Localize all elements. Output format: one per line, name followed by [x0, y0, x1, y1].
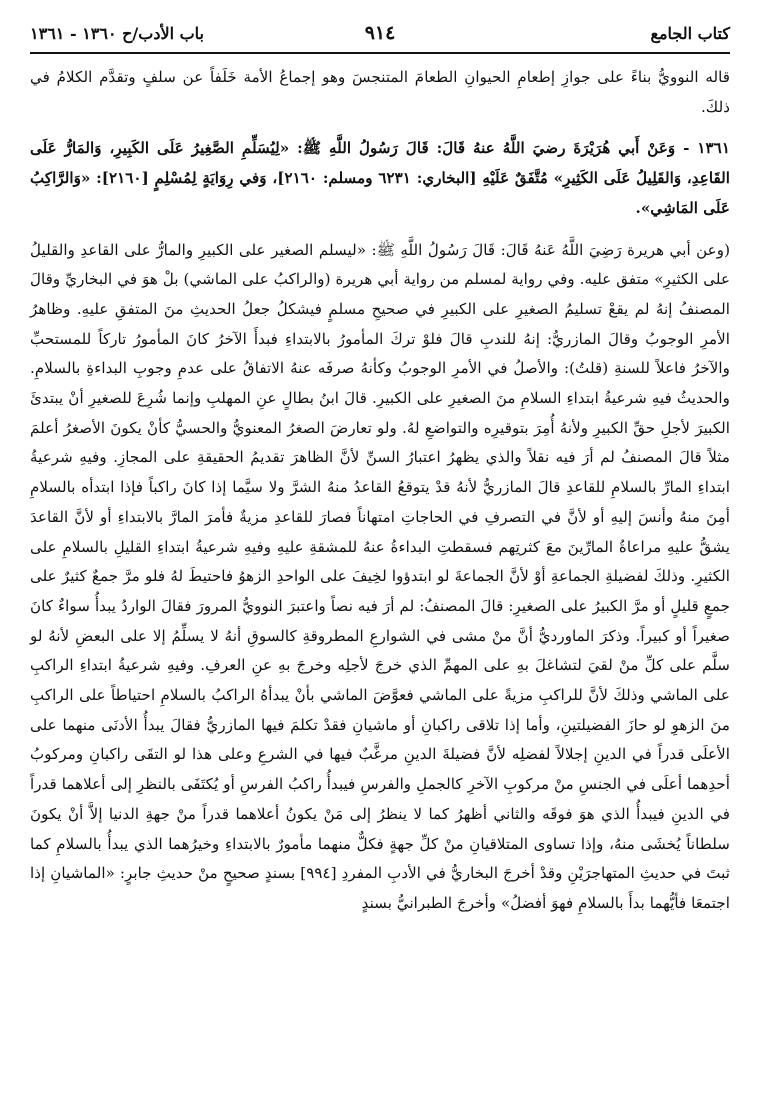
- chapter-reference: باب الأدب/ح ١٣٦٠ - ١٣٦١: [30, 24, 204, 43]
- page: [30, 18, 730, 919]
- commentary-paragraph: [30, 63, 730, 122]
- page-header: [30, 18, 730, 54]
- page-body: [30, 63, 730, 919]
- book-title: كتاب الجامع: [650, 24, 730, 43]
- hadith-number: ١٣٦١ -: [683, 139, 730, 158]
- commentary-paragraph: [30, 236, 730, 919]
- hadith-text: وَعَنْ أَبي هُرَيْرَةَ رضيَ اللَّهُ عنهُ قَالَ: قَالَ رَسُولُ اللَّهِ ﷺ: «لِيُسَلِّمِ الصَّغِيرُ عَلَى الكَبِيرِ، وَالمَارُّ عَلَى القَاعِدِ، وَالقَلِيلُ عَلَى الكَثِيرِ» مُتَّفَقٌ عَلَيْهِ [البخاري: ٦٢٣١ ومسلم: ٢١٦٠]، وَفي رِوَايَةٍ لِمُسْلِمٍ [٢١٦٠]: «وَالرَّاكِبُ عَلَى المَاشِي».: [30, 139, 730, 217]
- page-number: ٩١٤: [364, 22, 396, 44]
- hadith-paragraph: [30, 134, 730, 223]
- paragraph-text: (وعن أبي هريرة رَضِيَ اللَّهُ عَنهُ قَالَ: قَالَ رَسُولُ اللَّهِ ﷺ: «ليسلم الصغير على الكبيرِ والمارُّ على القاعدِ والقليلُ على الكثيرِ» متفق عليه. وفي رواية لمسلم من رواية أبي هريرة (والراكبُ على الماشي) بلْ هوَ في البخاريِّ وقالَ المصنفُ إنهُ لم يقعْ تسليمُ الصغيرِ على الكبيرِ في صحيحِ مسلمٍ فيشكلُ جعلُ الحديثِ منَ المتفقِ عليهِ. وظاهرُ الأمرِ الوجوبُ وقالَ المازريُّ: إنهُ للندبِ قالَ فلوْ تركَ المأمورُ بالابتداءِ فبدأَ الآخرُ كانَ المأمورُ تاركاً للمستحبِّ والآخرُ فاعلاً للسنةِ (قلتُ): والأصلُ في الأمرِ الوجوبُ وكأنهُ صرفَه عنهُ الاتفاقُ على عدمِ وجوبِ البداءةِ بالسلامِ. والحديثُ فيهِ شرعيةُ ابتداءِ السلامِ منَ الصغيرِ على الكبيرِ. قالَ ابنُ بطالٍ عنِ المهلبِ وإنما شُرِعَ للصغيرِ أنْ يبتدئَ الكبيرَ لأجلِ حقِّ الكبيرِ ولأنهُ أُمِرَ بتوقيرِه والتواضعِ لهُ. ولو تعارضَ الصغرُ المعنويُّ والحسيُّ كأنْ يكونَ الأصغرُ أعلمَ مثلاً قالَ المصنفُ لم أرَ فيه نقلاً والذي يظهرُ اعتبارُ السنِّ لأنَّ الظاهرَ تقديمُ الحقيقةِ على المجازِ. وفيهِ شرعيةُ ابتداءِ المارِّ بالسلامِ للقاعدِ قالَ المازريُّ لأنهُ قدْ يتوقعُ القاعدُ منهُ الشرَّ ولا سيَّما إذا كانَ راكباً فإذا ابتدأه بالسلامِ أمِنَ منهُ وأنسَ إليهِ أو لأنَّ في التصرفِ في الحاجاتِ امتهاناً فصارَ للقاعدِ مزيةٌ فأمرَ المارَّ بالابتداءِ أو لأنَّ القاعدَ يشقُّ عليهِ مراعاةُ المارِّينَ معَ كثرتِهم فسقطتِ البداءةُ عنهُ للمشقةِ عليهِ وفيهِ شرعيةُ ابتداءِ القليلِ بالسلامِ على الكثيرِ. وذلكَ لفضيلةِ الجماعةِ أوْ لأنَّ الجماعةَ لو ابتدؤوا لخِيفَ على الواحدِ الزهوُ فاحتيطَ لهُ فلو مرَّ جمعٌ كثيرٌ على جمعٍ قليلٍ أو مرَّ الكبيرُ على الصغيرِ: قالَ المصنفُ: لم أرَ فيه نصاً واعتبرَ النوويُّ المرورَ فقالَ الواردُ يبدأُ سواءٌ كانَ صغيراً أو كبيراً. وذكرَ الماورديُّ أنَّ منْ مشى في الشوارعِ المطروقةِ كالسوقِ أنهُ لا يسلِّمُ إلا على البعضِ لأنهُ لو سلَّم على كلِّ منْ لقيَ لتشاغلَ بهِ على المهمِّ الذي خرجَ لأجلِه وخرجَ بهِ عنِ العرفِ. وفيهِ شرعيةُ ابتداءِ الراكبِ على الماشي وذلكَ لأنَّ للراكبِ مزيةً على الماشي فعوَّضَ الماشي بأنْ يبدأهُ الراكبُ بالسلامِ احتياطاً على الراكبِ منَ الزهوِ لو حازَ الفضيلتينِ، وأما إذا تلاقى راكبانِ أو ماشيانِ فقدْ تكلمَ فيها المازريُّ فقالَ يبدأُ الأدنَى منهما على الأعلَى قدراً في الدينِ إجلالاً لفضلِه لأنَّ فضيلةَ الدينِ مرغَّبٌ فيها في الشرعِ وعلى هذا لو التقَى راكبانِ ومركوبُ أحدِهما أعلَى في الجنسِ منْ مركوبِ الآخرِ كالجملِ والفرسِ فيبدأُ راكبُ الفرسِ أو يُكتَفَى بالنظرِ إلى أعلاهما قدراً في الدينِ فيبدأُ الذي هوَ فوقَه والثاني أظهرُ كما لا ينظرُ إلى مَنْ يكونُ أعلاهما قدراً منْ جهةِ الدنيا إلاَّ أنْ يكونَ سلطاناً يُخشَى منهُ، وإذا تساوى المتلاقيانِ منْ كلِّ جهةٍ فكلٌّ منهما مأمورٌ بالابتداءِ وخيرُهما الذي يبدأُ بالسلامِ كما ثبتَ في حديثِ المتهاجرَيْنِ وقدْ أخرجَ البخاريُّ في الأدبِ المفردِ [٩٩٤] بسندٍ صحيحٍ منْ حديثِ جابرٍ: «الماشيانِ إذا اجتمعَا فأيُّهما بدأَ بالسلامِ فهوَ أفضلُ» وأخرجَ الطبرانيُّ بسندٍ: [30, 240, 730, 912]
- paragraph-text: قاله النوويُّ بناءً على جوازِ إطعامِ الحيوانِ الطعامَ المتنجسَ وهو إجماعُ الأمة خَلَفاً عن سلفٍ وتقدَّم الكلامُ في ذلكَ.: [30, 68, 730, 116]
